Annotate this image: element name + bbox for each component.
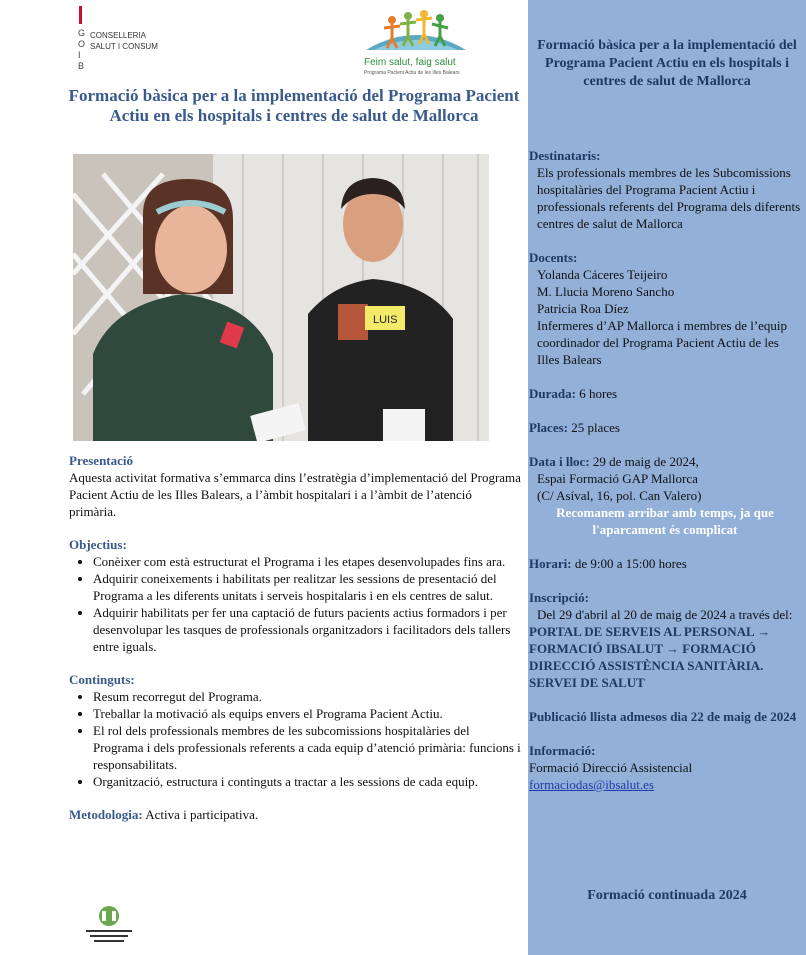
docent-item: Infermeres d’AP Mallorca i membres de l’equip coordinador del Programa Pacient Actiu de les Illes Balears — [537, 318, 788, 367]
horari — [529, 555, 801, 572]
list-item: • Resum recorregut del Programa. — [93, 688, 521, 705]
data-value: 29 de maig de 2024, — [589, 454, 699, 469]
list-item: • Adquirir habilitats per fer una captació de futurs pacients actius formadors i per desenvolupar les tasques de professionals organitzadors i facilitadors dels tallers entre iguals. — [93, 604, 521, 655]
publicacio-text: Publicació llista admesos dia 22 de maig de 2024 — [529, 709, 797, 724]
destinataris-text: Els professionals membres de les Subcomissions hospitalàries del Programa Pacient Actiu i professionals referents del Programa dels diferents centres de salut de Mallorca — [537, 165, 801, 231]
portal-path: PORTAL DE SERVEIS AL PERSONAL → FORMACIÓ IBSALUT → FORMACIÓ DIRECCIÓ ASSISTÈNCIA SANITÀRIA. SERVEI DE SALUT — [529, 624, 771, 690]
goib-logo — [74, 6, 174, 76]
horari-label: Horari: — [529, 556, 572, 571]
continguts-heading: Continguts: — [69, 672, 135, 687]
durada — [529, 385, 801, 402]
page-title: Formació bàsica per a la implementació del Programa Pacient Actiu en els hospitals i centres de salut de Mallorca — [68, 86, 520, 125]
durada-value: 6 hores — [575, 386, 618, 401]
main-content — [69, 452, 521, 823]
durada-label: Durada: — [529, 386, 576, 401]
metodologia-value: Activa i participativa. — [142, 807, 259, 822]
goib-org — [90, 30, 158, 52]
objectius-heading: Objectius: — [69, 537, 127, 552]
docent-item: M. Llucia Moreno Sancho — [537, 284, 675, 299]
lloc-line1: Espai Formació GAP Mallorca — [537, 471, 698, 486]
ibsalut-seal-icon — [82, 904, 136, 946]
goib-org-line1: CONSELLERIA — [90, 31, 147, 40]
list-item: • Treballar la motivació als equips envers el Programa Pacient Actiu. — [93, 705, 521, 722]
feim-salut-logo — [362, 6, 470, 78]
feim-subtitle: Programa Pacient Actiu de les Illes Balears — [364, 70, 460, 76]
participants-photo — [73, 154, 489, 441]
places-value: 25 places — [567, 420, 620, 435]
list-item: • El rol dels professionals membres de les subcomissions hospitalàries del Programa i dels professionals referents a cada equip d’atenció primària: funcions i responsabilitats. — [93, 722, 521, 773]
data-label: Data i lloc: — [529, 454, 590, 469]
destinataris-label: Destinataris: — [529, 148, 601, 163]
docent-item: Patricia Roa Díez — [537, 301, 629, 316]
objectius-list — [69, 553, 521, 655]
list-item: • Conèixer com està estructurat el Programa i les etapes desenvolupades fins ara. — [93, 553, 521, 570]
docent-item: Yolanda Cáceres Teijeiro — [537, 267, 668, 282]
presentacio-heading: Presentació — [69, 453, 134, 468]
informacio-label: Informació: — [529, 743, 596, 758]
list-item: • Adquirir coneixements i habilitats per realitzar les sessions de presentació del Programa a les diferents unitats i serveis hospitalaris i en els centres de salut. — [93, 570, 521, 604]
email-link[interactable]: formaciodas@ibsalut.es — [529, 777, 654, 792]
docents-label: Docents: — [529, 250, 578, 265]
sidebar-title: Formació bàsica per a la implementació del Programa Pacient Actiu en els hospitals i centres de salut de Mallorca — [537, 38, 797, 89]
metodologia — [69, 806, 521, 823]
metodologia-label: Metodologia: — [69, 807, 143, 822]
goib-org-line2: SALUT I CONSUM — [90, 42, 158, 51]
informacio-text: Formació Direcció Assistencial — [529, 760, 693, 775]
inscripcio-label: Inscripció: — [529, 590, 589, 605]
goib-red-bar — [79, 6, 82, 24]
feim-logo-icon — [362, 6, 470, 56]
places — [529, 419, 801, 436]
feim-title: Feim salut, faig salut — [364, 57, 456, 68]
lloc-line2: (C/ Asíval, 16, pol. Can Valero) — [537, 488, 702, 503]
sidebar-footer: Formació continuada 2024 — [587, 888, 747, 903]
places-label: Places: — [529, 420, 568, 435]
inscripcio-text: Del 29 d'abril al 20 de maig de 2024 a través del: — [537, 607, 793, 622]
sidebar-details — [529, 147, 801, 793]
data-lloc — [529, 453, 801, 470]
continguts-list — [69, 688, 521, 790]
presentacio-text: Aquesta activitat formativa s’emmarca dins l’estratègia d’implementació del Programa Pacient Actiu de les Illes Balears, a l’àmbit hospitalari i a l’àmbit de l’atenció primària. — [69, 470, 521, 519]
list-item: • Organització, estructura i continguts a tractar a les sessions de cada equip. — [93, 773, 521, 790]
parking-warning: Recomanem arribar amb temps, ja que l'aparcament és complicat — [556, 505, 774, 537]
goib-letters: G O I B — [78, 28, 87, 71]
name-badge-text: LUIS — [373, 314, 398, 326]
horari-value: de 9:00 a 15:00 hores — [571, 556, 687, 571]
